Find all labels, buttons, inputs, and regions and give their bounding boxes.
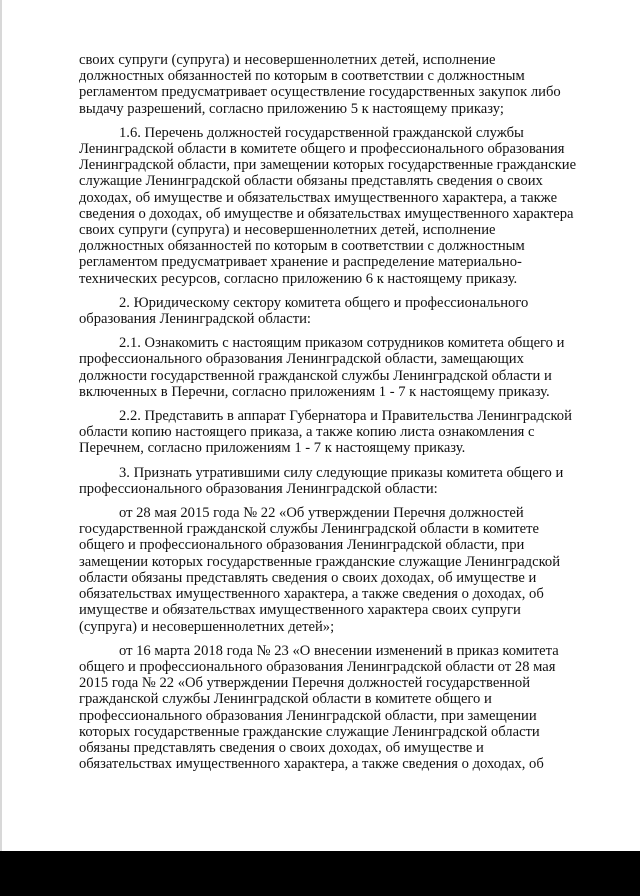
paragraph-2: 2. Юридическому сектору комитета общего и профессионального образования Ленинградской области: xyxy=(79,294,529,328)
scan-bottom-border xyxy=(0,851,640,896)
paragraph-2-2: 2.2. Представить в аппарат Губернатора и Правительства Ленинградской области копию настоящего приказа, а также копию листа ознакомления с Перечнем, согласно приложениям 1 - 7 к настоящему приказу. xyxy=(79,408,572,457)
paragraph-order-2018: от 16 марта 2018 года № 23 «О внесении изменений в приказ комитета общего и профессионального образования Ленинградской области от 28 мая 2015 года № 22 «Об утверждении Перечня должностей государственной гражданской службы Ленинградской области в комитете общего и профессионального образования Ленинградской области, при замещении которых государственные гражданские служащие Ленинградской области обязаны представлять сведения о своих доходах, об имуществе и обязательствах имущественного характера, а также сведения о доходах, об xyxy=(79,642,559,773)
paragraph-2-1: 2.1. Ознакомить с настоящим приказом сотрудников комитета общего и профессионального образования Ленинградской области, замещающих должности государственной гражданской службы Ленинградской области и включенных в Перечни, согласно приложениям 1 - 7 к настоящему приказу. xyxy=(79,335,565,400)
paragraph-order-2015: от 28 мая 2015 года № 22 «Об утверждении Перечня должностей государственной гражданской службы Ленинградской области в комитете общего и профессионального образования Ленинградской области, при замещении которых государственные гражданские служащие Ленинградской области обязаны представлять сведения о своих доходах, об имуществе и обязательствах имущественного характера, а также сведения о доходах, об имуществе и обязательствах имущественного характера своих супруги (супруга) и несовершеннолетних детей»; xyxy=(79,505,561,635)
paragraph-1-6: 1.6. Перечень должностей государственной гражданской службы Ленинградской области в комитете общего и профессионального образования Ленинградской области, при замещении которых государственные гражданские служащие Ленинградской области обязаны представлять сведения о своих доходах, об имуществе и обязательствах имущественного характера, а также сведения о доходах, об имуществе и обязательствах имущественного характера своих супруги (супруга) и несовершеннолетних детей, исполнение должностных обязанностей по которым в соответствии с должностным регламентом предусматривает хранение и распределение материально- технических ресурсов, согласно приложению 6 к настоящему приказу. xyxy=(79,124,577,287)
scan-edge xyxy=(0,0,2,851)
paragraph-3: 3. Признать утратившими силу следующие приказы комитета общего и профессионального образования Ленинградской области: xyxy=(79,464,564,497)
paragraph-continuation: своих супруги (супруга) и несовершеннолетних детей, исполнение должностных обязанностей по которым в соответствии с должностным регламентом предусматривает осуществление государственных закупок либо выдачу разрешений, согласно приложению 5 к настоящему приказу; xyxy=(79,52,561,117)
document-body xyxy=(79,52,594,780)
